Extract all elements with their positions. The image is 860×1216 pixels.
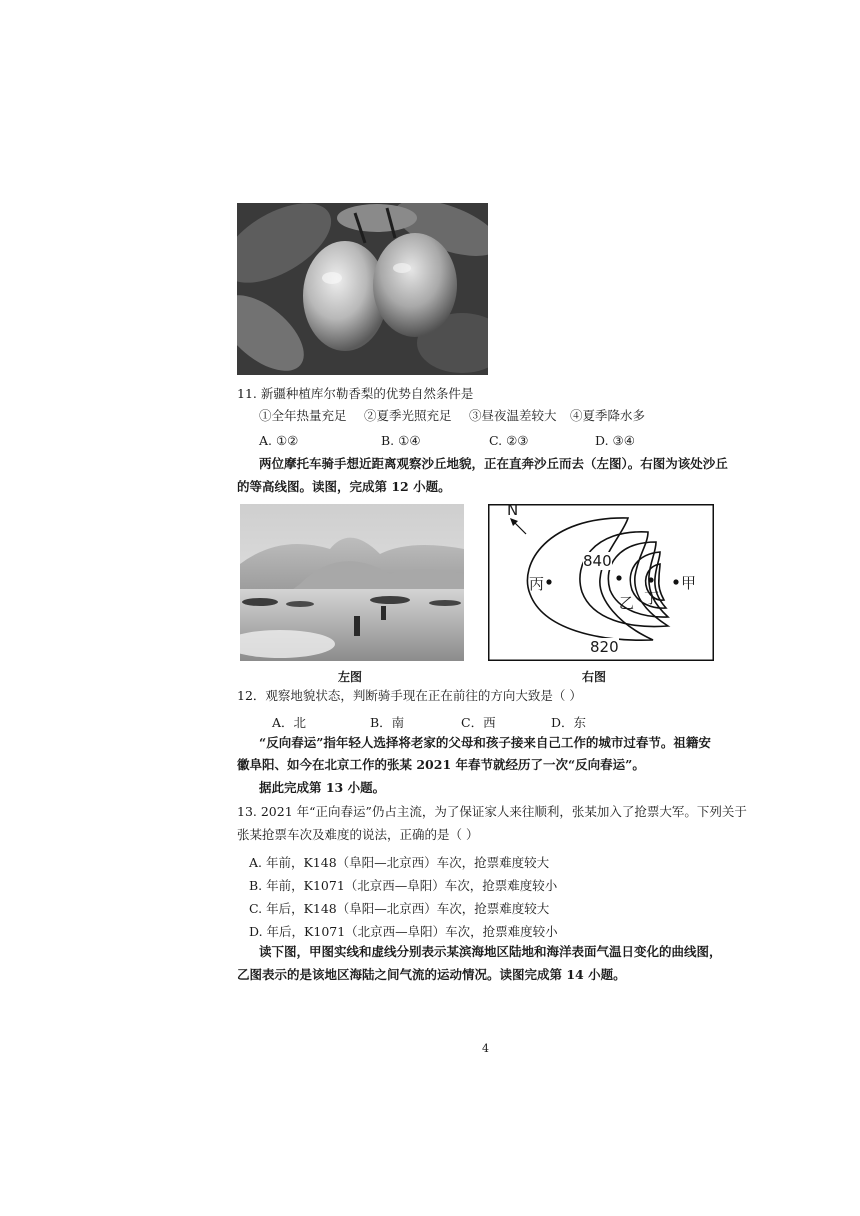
left-figure-caption: 左图 [338,670,363,684]
q13-option-d: D. 年后，K1071（北京西—阜阳）车次，抢票难度较小 [249,924,558,939]
intro12-line2: 的等高线图。读图，完成第 12 小题。 [237,479,451,494]
point-yi-label: 乙 [619,594,635,612]
right-figure-caption: 右图 [582,670,607,684]
q11-option-d: D. ③④ [595,433,635,448]
desert-photo-art [240,504,464,661]
intro13-line1: “反向春运”指年轻人选择将老家的父母和孩子接来自己工作的城市过春节。祖籍安 [259,735,711,750]
q11-statement: ①全年热量充足 [259,408,347,423]
q13-option-a: A. 年前，K148（阜阳—北京西）车次，抢票难度较大 [249,855,550,870]
pear-photo-art [237,203,488,375]
north-label: N [507,501,519,519]
intro13-line3: 据此完成第 13 小题。 [259,780,386,795]
q13-option-b: B. 年前，K1071（北京西—阜阳）车次，抢票难度较小 [249,878,558,893]
point-ding-label: 丁 [644,589,660,607]
desert-photo [240,504,464,661]
q12-option-c: C．西 [461,715,496,730]
q13-stem-line2: 张某抢票车次及难度的说法，正确的是（ ） [237,827,479,842]
contour-map [488,501,714,661]
point-bing-dot [546,579,551,584]
point-jia-dot [673,579,678,584]
q11-option-a: A. ①② [259,433,299,448]
point-yi-dot [616,575,621,580]
contour-label-820: 820 [590,638,619,656]
intro12-line1: 两位摩托车骑手想近距离观察沙丘地貌，正在直奔沙丘而去（左图）。右图为该处沙丘 [259,456,728,471]
q11-stem: 11. 新疆种植库尔勒香梨的优势自然条件是 [237,386,474,401]
point-ding-dot [648,577,653,582]
contour-label-840: 840 [583,552,612,570]
q12-stem: 12．观察地貌状态，判断骑手现在正在前往的方向大致是（ ） [237,688,582,703]
q11-statement: ②夏季光照充足 [364,408,452,423]
q13-stem-line1: 13. 2021 年“正向春运”仍占主流，为了保证家人来往顺利，张某加入了抢票大军。下列关于 [237,804,747,819]
q11-option-c: C. ②③ [489,433,529,448]
q11-option-b: B. ①④ [381,433,421,448]
intro14-line2: 乙图表示的是该地区海陆之间气流的运动情况。读图完成第 14 小题。 [237,967,626,982]
page-number: 4 [482,1042,489,1055]
q11-statement: ③昼夜温差较大 [469,408,557,423]
intro14-line1: 读下图，甲图实线和虚线分别表示某滨海地区陆地和海洋表面气温日变化的曲线图， [259,944,722,959]
q12-option-a: A．北 [272,715,307,730]
q12-option-d: D．东 [551,715,587,730]
q11-statement: ④夏季降水多 [570,408,646,423]
pear-photo [237,203,488,375]
intro13-line2: 徽阜阳、如今在北京工作的张某 2021 年春节就经历了一次“反向春运”。 [237,757,645,772]
q13-option-c: C. 年后，K148（阜阳—北京西）车次，抢票难度较大 [249,901,550,916]
point-jia-label: 甲 [681,574,697,592]
point-bing-label: 丙 [529,575,545,593]
q12-option-b: B．南 [370,715,405,730]
